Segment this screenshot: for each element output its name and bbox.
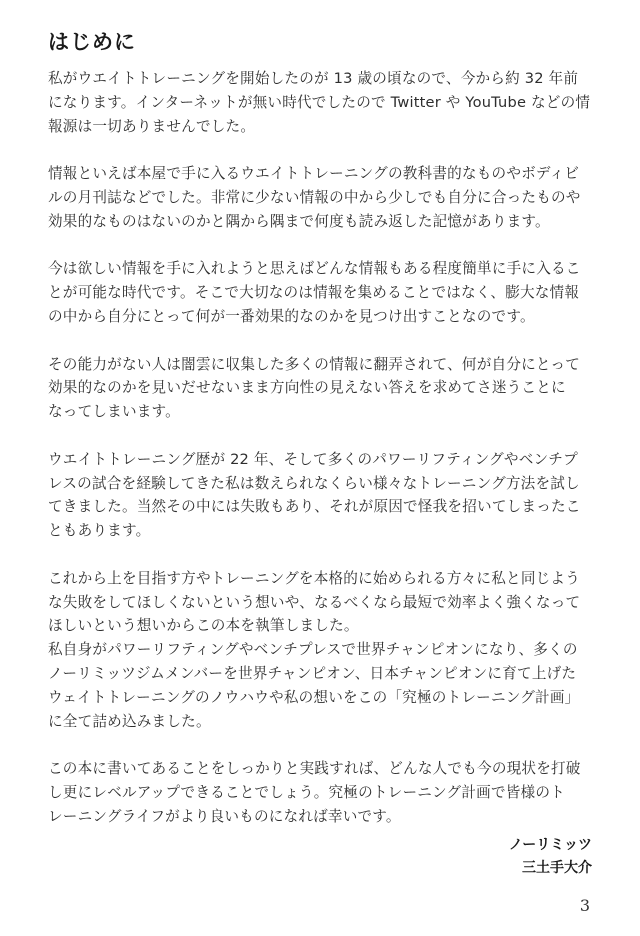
- paragraph-5: ウエイトトレーニング歴が 22 年、そして多くのパワーリフティングやベンチプ レスの試合を経験してきた私は数えられなくらい様々なトレーニング方法を試し てきました。当然その中には失敗もあり、それが原因で怪我を招いてしまったこ ともあります。: [48, 450, 581, 540]
- page-title: はじめに: [48, 30, 136, 54]
- paragraph-4: その能力がない人は闇雲に収集した多くの情報に翻弄されて、何が自分にとって 効果的なのかを見いだせないまま方向性の見えない答えを求めてさ迷うことに なってしまいます。: [48, 355, 580, 421]
- paragraph-1: 私がウエイトトレーニングを開始したのが 13 歳の頃なので、今から約 32 年前 になります。インターネットが無い時代でしたので Twitter や YouTube などの情 報源は一切ありませんでした。: [48, 70, 591, 135]
- body-text: [48, 67, 596, 852]
- paragraph-7: 私自身がパワーリフティングやベンチプレスで世界チャンピオンになり、多くの ノーリミッツジムメンバーを世界チャンピオン、日本チャンピオンに育て上げた ウェイトトレーニングのノウハウや私の想いをこの「究極のトレーニング計画」 に全て詰め込みました。: [48, 641, 580, 730]
- paragraph-6: これから上を目指す方やトレーニングを本格的に始められる方々に私と同じよう な失敗をしてほしくないという想いや、なるべくなら最短で効率よく強くなって ほしいという想いからこの本を執筆しました。: [48, 569, 581, 635]
- signature-organization: ノーリミッツ: [508, 837, 592, 853]
- signature-author: 三土手大介: [522, 860, 592, 876]
- page-number: 3: [579, 896, 590, 915]
- paragraph-8: この本に書いてあることをしっかりと実践すれば、どんな人でも今の現状を打破 し更にレベルアップできることでしょう。究極のトレーニング計画で皆様のト レーニングライフがより良いものになれば幸いです。: [48, 760, 581, 825]
- signature-block: [509, 834, 592, 880]
- paragraph-2: 情報といえば本屋で手に入るウエイトトレーニングの教科書的なものやボディビ ルの月刊誌などでした。非常に少ない情報の中から少しでも自分に合ったものや 効果的なものはないのかと隅から隅まで何度も読み返した記憶があります。: [48, 165, 581, 230]
- paragraph-3: 今は欲しい情報を手に入れようと思えばどんな情報もある程度簡単に手に入るこ とが可能な時代です。そこで大切なのは情報を集めることではなく、膨大な情報 の中から自分にとって何が一番効果的なのかを見つけ出すことなのです。: [48, 260, 581, 325]
